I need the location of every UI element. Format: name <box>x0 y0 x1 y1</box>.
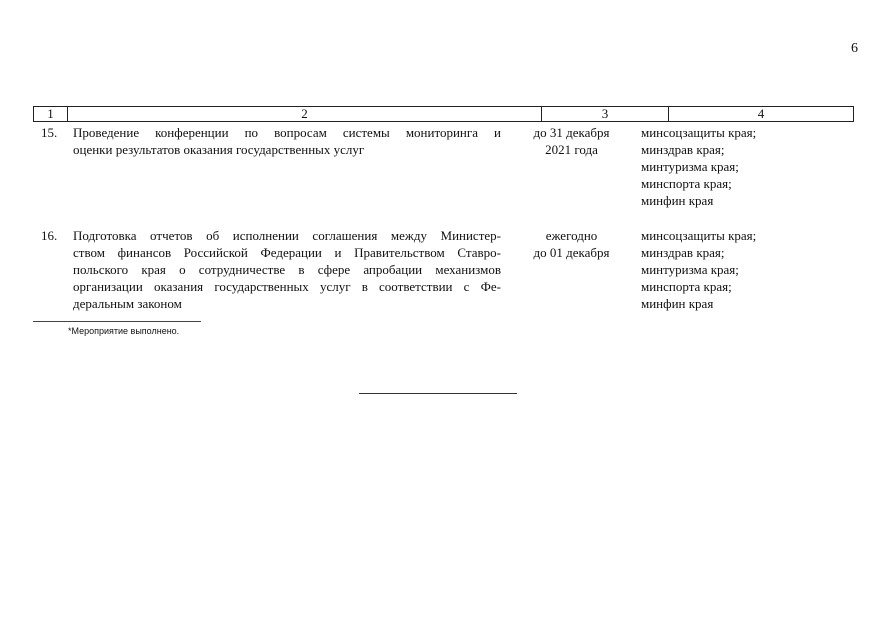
row-deadline <box>508 227 635 261</box>
description-line: Подготовка отчетов об исполнении соглашения между Министер- <box>73 228 501 243</box>
row-number: 16. <box>41 228 58 243</box>
column-header-1: 1 <box>34 107 68 121</box>
row-description <box>73 124 501 158</box>
row-executors <box>641 227 841 312</box>
executor-item: минсоцзащиты края; <box>641 125 757 140</box>
executor-item: минтуризма края; <box>641 262 739 277</box>
deadline-line: до 31 декабря <box>533 125 610 140</box>
row-description <box>73 227 501 312</box>
column-header-4: 4 <box>757 106 765 121</box>
column-header-3: 3 <box>542 107 669 121</box>
row-deadline <box>508 124 635 158</box>
executor-item: минсоцзащиты края; <box>641 228 757 243</box>
executor-item: минфин края <box>641 193 714 208</box>
column-header-2: 2 <box>68 107 542 121</box>
executor-item: минздрав края; <box>641 245 725 260</box>
executor-item: минспорта края; <box>641 176 732 191</box>
footnote-separator <box>33 321 201 322</box>
executor-item: минфин края <box>641 296 714 311</box>
description-line: польского края о сотрудничестве в сфере апробации механизмов <box>73 262 501 277</box>
description-line: организации оказания государственных услуг в соответствии с Фе- <box>73 279 501 294</box>
executor-item: минздрав края; <box>641 142 725 157</box>
deadline-line: до 01 декабря <box>533 245 610 260</box>
description-line: деральным законом <box>73 296 182 311</box>
description-line: оценки результатов оказания государственных услуг <box>73 142 365 157</box>
executor-item: минтуризма края; <box>641 159 739 174</box>
row-executors <box>641 124 841 209</box>
row-number: 15. <box>41 125 58 140</box>
description-line: ством финансов Российской Федерации и Правительством Ставро- <box>73 245 501 260</box>
footnote-text: *Мероприятие выполнено. <box>68 326 180 336</box>
table-column-header-row <box>33 106 854 122</box>
deadline-line: ежегодно <box>545 228 598 243</box>
description-line: Проведение конференции по вопросам системы мониторинга и <box>73 125 501 140</box>
end-of-document-rule <box>359 393 517 394</box>
executor-item: минспорта края; <box>641 279 732 294</box>
page-number: 6 <box>851 41 858 56</box>
deadline-line: 2021 года <box>545 142 598 157</box>
